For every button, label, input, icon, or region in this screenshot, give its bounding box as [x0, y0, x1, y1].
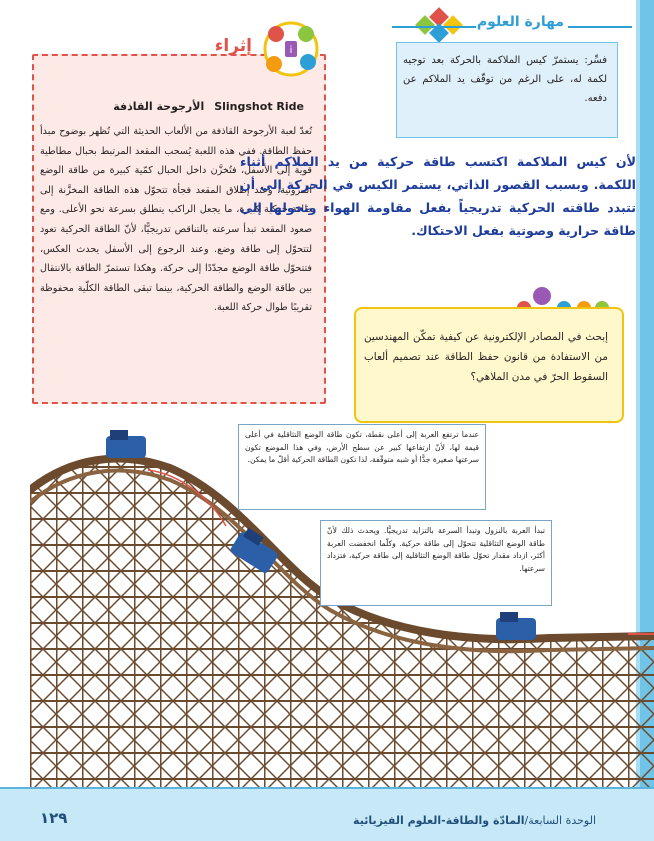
science-skill-question: فسِّر: يستمرّ كيس الملاكمة بالحركة بعد توجيه لكمة له، على الرغم من توقّف يد الملاكم عن دفعه. — [403, 55, 607, 104]
coaster-car-bottom — [496, 612, 536, 640]
lightbulb-icon — [256, 14, 326, 84]
enrichment-heading — [113, 100, 304, 113]
coaster-car-top — [106, 430, 146, 458]
footer-unit: الوحدة السابعة/ — [524, 814, 596, 827]
science-skill-title: مهارة العلوم — [476, 14, 564, 30]
svg-text:i: i — [289, 45, 293, 56]
steam-card — [354, 307, 624, 423]
skill-title-rule — [568, 26, 632, 28]
enrichment-heading-en: Slingshot Ride — [214, 100, 304, 113]
enrichment-heading-ar: الأرجوحة القاذفة — [113, 100, 205, 113]
enrichment-text: تُعدّ لعبة الأرجوحة القاذفة من الألعاب الحديثة التي تُظهر بوضوح مبدأ حفظ الطاقة. ففي هذه اللعبة يُسحب المقعد المرتبط بحبال مطاطية قوية إلى الأسفل، فتُخزَّن داخل الحبال كمّية كبيرة من طاقة الوضع المرونية. وعند إطلاق المقعد فجأة تتحوّل هذه الطاقة المخزَّنة إلى طاقة حركية كبيرة، ما يجعل الراكب ينطلق بسرعة نحو الأعلى. ومع صعود المقعد تبدأ سرعته بالتناقص تدريجيًّا، لأنّ الطاقة الحركية تعود لتتحوّل إلى طاقة وضع. وعند الرجوع إلى الأسفل يحدث العكس، فتتحوّل طاقة الوضع مجدّدًا إلى حركة. وهكذا تستمرّ الطاقة بالانتقال بين طاقة الوضع والطاقة الحركية، بينما تبقى الطاقة الكلّية محفوظة تقريبًا طوال حركة اللعبة. — [40, 126, 312, 314]
callout-descending: تبدأ العربة بالنزول وتبدأ السرعة بالتزايد تدريجيًّا. ويحدث ذلك لأنّ طاقة الوضع التثاقلية تتحوّل إلى طاقة حركية. وكلّما انخفضت العربة أكثر، ازداد مقدار تحوّل طاقة الوضع التثاقلية إلى طاقة حركية، فتزداد سرعتها. — [320, 520, 552, 606]
page-number: ١٢٩ — [40, 809, 68, 827]
science-skill-card — [396, 42, 618, 138]
science-skill-box — [392, 6, 632, 142]
answer-text: لأن كيس الملاكمة اكتسب طاقة حركية من يد الملاكم أثناء اللكمة. وبسبب القصور الذاتي، يستمر الكيس في الحركة إلى أن تتبدد طاقته الحركية تدريجياً بفعل مقاومة الهواء وتحولها إلى طاقة حرارية وصوتية بفعل الاحتكاك. — [240, 154, 636, 238]
footer-subject: المادّة والطاقة-العلوم الفيزيائية — [353, 814, 525, 827]
steam-question: إبحث في المصادر الإلكترونية عن كيفية تمكّن المهندسين من الاستفادة من قانون حفظ الطاقة عند تصميم ألعاب السقوط الحرّ في مدن الملاهي؟ — [364, 331, 608, 383]
enrichment-title: إثراء — [214, 36, 252, 56]
skill-title-rule-left — [392, 26, 476, 28]
footer-title — [353, 814, 596, 827]
callout-top-position: عندما ترتفع العربة إلى أعلى نقطة، تكون طاقة الوضع التثاقلية في أعلى قيمة لها، لأنّ ارتفاعها كبير عن سطح الأرض، وفي هذا الموضع تكون سرعتها صغيرة جدًّا أو شبه متوقّفة، لذا تكون الطاقة الحركية أقلّ ما يمكن. — [238, 424, 486, 510]
puzzle-icon — [410, 6, 468, 44]
